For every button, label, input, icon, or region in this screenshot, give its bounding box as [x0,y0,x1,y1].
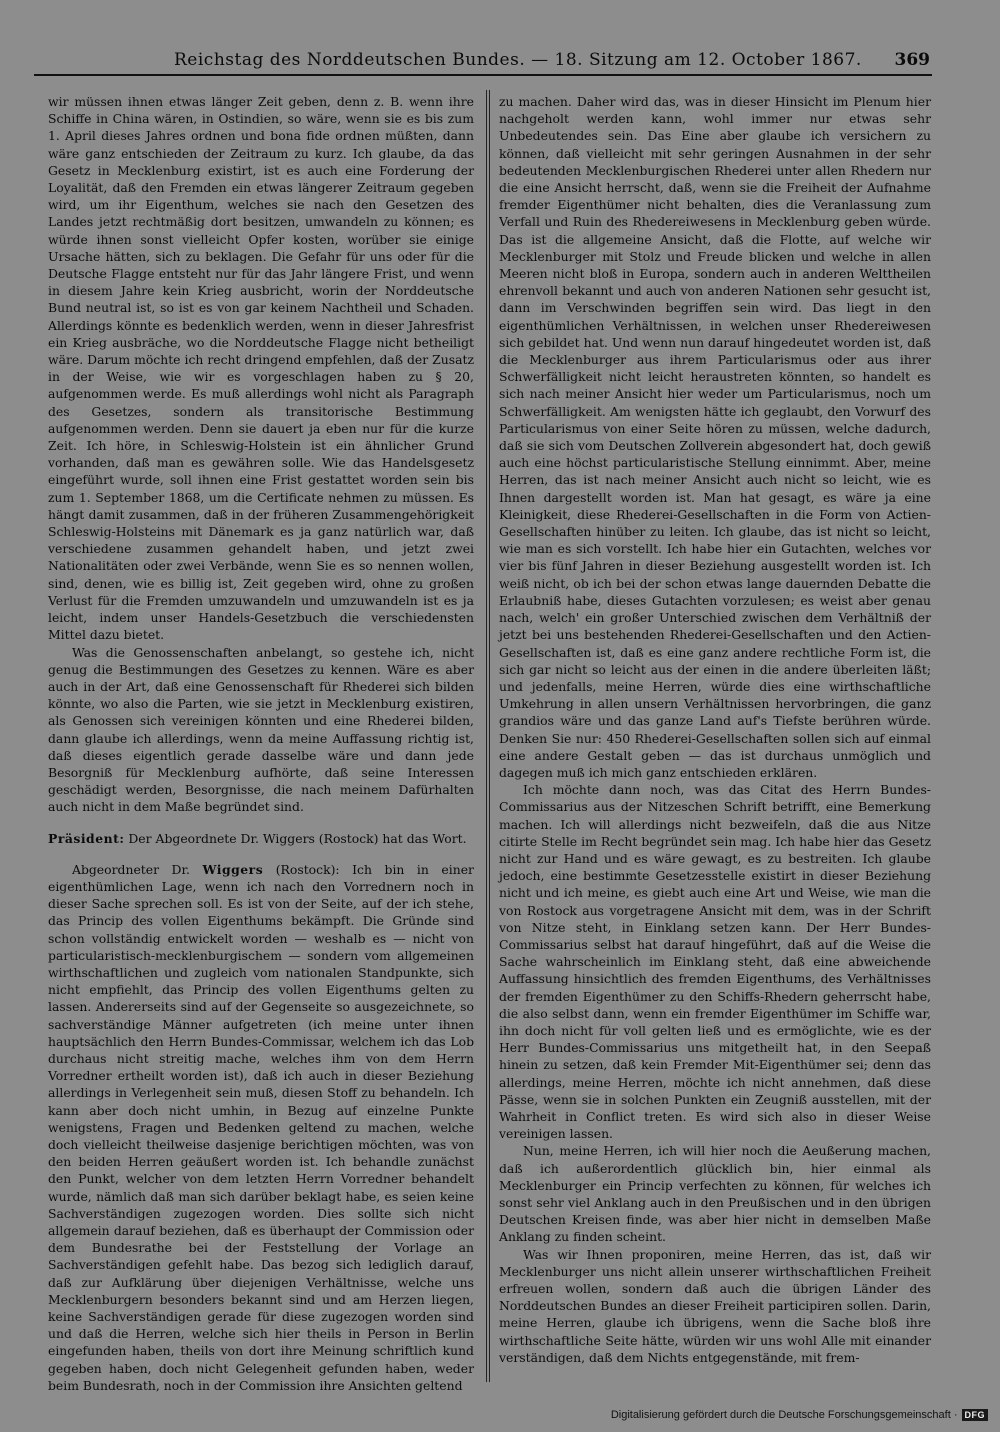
footer-credit: Digitalisierung gefördert durch die Deutsche Forschungsgemeinschaft · [610,1409,958,1421]
dfg-logo: DFG [962,1409,989,1421]
speech-paragraph [48,861,474,1394]
paragraph: Nun, meine Herren, ich will hier noch die Aeußerung machen, daß ich außerordentlich glücklich bin, hier einmal als Mecklenburger ein Princip verfechten zu können, für welches ich sonst sehr viel Anklang auch in den Preußischen und in den übrigen Deutschen Kreisen finde, was aber hier nicht in demselben Maße Anklang zu finden scheint. [499,1143,931,1245]
running-title: Reichstag des Norddeutschen Bundes. — 18. Sitzung am 12. October 1867. [174,50,862,70]
speech-text: Ich bin in einer eigenthümlichen Lage, wenn ich nach den Vorrednern noch in dieser Sache sprechen soll. Es ist von der Seite, auf der ich stehe, das Princip des vollen Eigenthums bekämpft. Die Gründe sind schon vollständig entwickelt worden — weshalb es — nicht von particularistisch-mecklenburgischem — sondern vom allgemeinen wirthschaftlichen und zugleich vom nationalen Standpunkte, sich nicht empfiehlt, das Princip des vollen Eigenthums gelten zu lassen. Andererseits sind auf der Gegenseite so ausgezeichnete, so sachverständige Männer aufgetreten (ich meine unter ihnen hauptsächlich den Herrn Bundes-Commissar, welchem ich das Lob durchaus nicht streitig mache, welches ihm von dem Herrn Vorredner ertheilt worden ist), daß ich auch in dieser Beziehung allerdings in Verlegenheit sein muß, diesen Stoff zu behandeln. Ich kann aber doch nicht umhin, in Bezug auf einzelne Punkte wenigstens, Fragen und Bedenken geltend zu machen, welche doch vielleicht theilweise dasjenige berichtigen möchten, was von den beiden Herren geäußert worden ist. Ich behandle zunächst den Punkt, welcher von dem letzten Herrn Vorredner behandelt wurde, nämlich daß man sich darüber beklagt habe, es seien keine Sachverständigen zugezogen worden. Dies sollte sich nicht allgemein darauf beziehen, daß es überhaupt der Commission oder dem Bundesrathe bei der Feststellung der Vorlage an Sachverständigen gefehlt habe. Das bezog sich lediglich darauf, daß zur Aufklärung über diejenigen Verhältnisse, welche uns Mecklenburgern besonders bekannt sind und am Herzen liegen, keine Sachverständigen gerade für diese zugezogen worden sind und daß die Herren, welche sich hier theils in Person in Berlin eingefunden haben, theils von dort ihre Meinung schriftlich kund gegeben haben, doch nicht Gelegenheit gefunden haben, weder beim Bundesrath, noch in der Commission ihre Ansichten geltend [48,861,474,1393]
paragraph: Was die Genossenschaften anbelangt, so gestehe ich, nicht genug die Bestimmungen des Gesetzes zu kennen. Wäre es aber auch in der Art, daß eine Genossenschaft für Rhederei sich bilden könnte, wo also die Parten, wie sie jetzt in Mecklenburg existiren, als Genossen sich vereinigen könnten und eine Rhederei bilden, dann glaube ich allerdings, wenn da meine Auffassung richtig ist, daß dieses eigentlich gerade dasselbe wäre und dann jede Besorgniß für Mecklenburg aufhörte, daß seine Interessen geschädigt werden, Besorgnisse, die nach meinem Dafürhalten auch nicht in dem Maße begründet sind. [48,644,474,815]
speaker-label: Präsident: [48,830,125,846]
speaker-name: Wiggers [202,861,264,877]
page-header [34,50,932,76]
page-number: 369 [894,50,930,70]
right-column [499,93,931,1383]
paragraph: zu machen. Daher wird das, was in dieser Hinsicht im Plenum hier nachgeholt werden kann, wohl immer nur etwas sehr Unbedeutendes sein. Das Eine aber glaube ich versichern zu können, daß vielleicht mit sehr geringen Ausnahmen in der sehr bedeutenden Mecklenburgischen Rhederei unter allen Rhedern nur die eine Ansicht herrscht, daß, wenn sie die Freiheit der Aufnahme fremder Eigenthümer nicht behalten, dies die Veranlassung zum Verfall und Ruin des Rhedereiwesens in Mecklenburg geben würde. Das ist die allgemeine Ansicht, daß die Flotte, auf welche wir Mecklenburger mit Stolz und Freude blicken und welche in allen Meeren nicht bloß in Europa, sondern auch in anderen Welttheilen ehrenvoll bekannt und auch von anderen Nationen sehr gesucht ist, dann im Verschwinden begriffen sein wird. Das liegt in den eigenthümlichen Verhältnissen, in welchen unser Rhedereiwesen sich gebildet hat. Und wenn nun darauf hingedeutet worden ist, daß die Mecklenburger aus ihrem Particularismus oder aus ihrer Schwerfälligkeit nicht leicht heraustreten könnten, so handelt es sich nach meiner Ansicht hier weder um Particularismus, noch um Schwerfälligkeit. Am wenigsten hätte ich geglaubt, den Vorwurf des Particularismus von einer Seite hören zu müssen, welche dadurch, daß sie sich vom Deutschen Zollverein abgesondert hat, doch gewiß auch eine höchst particularistische Stellung einnimmt. Aber, meine Herren, das ist nach meiner Ansicht auch nicht so leicht, wie es Ihnen dargestellt worden ist. Man hat gesagt, es wäre ja eine Kleinigkeit, diese Rhederei-Gesellschaften in die Form von Actien-Gesellschaften hinüber zu leiten. Ich glaube, das ist nicht so leicht, wie man es sich vorstellt. Ich habe hier ein Gutachten, welches vor vier bis fünf Jahren in dieser Beziehung ausgestellt worden ist. Ich weiß nicht, ob ich bei der schon etwas lange dauernden Debatte die Erlaubniß habe, dieses Gutachten vorzulesen; es weist aber genau nach, welch' ein großer Unterschied zwischen dem Verhältniß der jetzt bei uns bestehenden Rhederei-Gesellschaften und den Actien-Gesellschaften ist, daß es eine ganz andere rechtliche Form ist, die sich gar nicht so leicht aus der einen in die andere überleiten läßt; und jedenfalls, meine Herren, würde dies eine wirthschaftliche Umkehrung in allen unsern Verhältnissen hervorbringen, die ganz grandios wäre und das ganze Land auf's Tiefste berühren würde. Denken Sie nur: 450 Rhederei-Gesellschaften sollen sich auf einmal eine andere Gestalt geben — das ist durchaus unmöglich und dagegen muß ich mich ganz entschieden erklären. [499,94,931,780]
speaker-prefix: Abgeordneter Dr. [72,861,190,877]
president-statement [48,830,474,847]
paragraph: Was wir Ihnen proponiren, meine Herren, das ist, daß wir Mecklenburger uns nicht allein unserer wirthschaftlichen Freiheit erfreuen wollen, sondern daß auch die übrigen Länder des Norddeutschen Bundes an dieser Freiheit participiren sollen. Darin, meine Herren, glaube ich übrigens, wenn die Sache bloß ihre wirthschaftliche Seite hätte, würden wir uns wohl Alle mit einander verständigen, daß dem Nichts entgegenstände, mit frem- [499,1246,931,1365]
speaker-place: (Rostock): [275,861,340,877]
paragraph: Ich möchte dann noch, was das Citat des Herrn Bundes-Commissarius aus der Nitzeschen Schrift betrifft, eine Bemerkung machen. Ich will allerdings nicht bezweifeln, daß die aus Nitze citirte Stelle im Recht begründet sein mag. Ich habe hier das Gesetz nicht zur Hand und es wäre gewagt, es zu bestreiten. Ich glaube jedoch, eine bestimmte Gesetzesstelle existirt in dieser Beziehung nicht und ich meine, es giebt auch eine Art und Weise, wie man die von Rostock aus vorgetragene Ansicht mit dem, was in der Schrift von Nitze steht, in Einklang setzen kann. Der Herr Bundes-Commissarius selbst hat darauf hingeführt, daß auf die Weise die Sache wahrscheinlich im Einklang steht, daß eine abweichende Auffassung hinsichtlich des fremden Eigenthums, des Verhältnisses der fremden Eigenthümer zu den Schiffs-Rhedern geherrscht habe, die also selbst dann, wenn ein fremder Eigenthümer im Schiffe war, ihn doch nicht für voll gelten ließ und es ermöglichte, wie es der Herr Bundes-Commissarius uns mitgetheilt hat, in den Seepaß hinein zu setzen, daß kein Fremder Mit-Eigenthümer sei; denn das allerdings, meine Herren, möchte ich nicht annehmen, daß diese Pässe, wenn sie in solchen Punkten ein Zeugniß ausstellen, mit der Wahrheit in Conflict treten. Es wird sich also in dieser Weise vereinigen lassen. [499,782,931,1142]
column-divider [486,90,490,1382]
statement-text: Der Abgeordnete Dr. Wiggers (Rostock) hat das Wort. [128,830,467,846]
paragraph: wir müssen ihnen etwas länger Zeit geben, denn z. B. wenn ihre Schiffe in China wären, in Ostindien, so wäre, wenn sie es bis zum 1. April dieses Jahres ordnen und bona fide ordnen müßten, dann wäre ganz entschieden der Zeitraum zu kurz. Ich glaube, da das Gesetz in Mecklenburg existirt, ist es auch eine Forderung der Loyalität, daß den Fremden ein etwas längerer Zeitraum gegeben wird, um ihr Eigenthum, welches sie nach den Gesetzen des Landes jetzt rechtmäßig dort besitzen, umwandeln zu können; es würde ihnen sonst vielleicht Opfer kosten, worüber sie einige Ursache hätten, sich zu beklagen. Die Gefahr für uns oder für die Deutsche Flagge entsteht nur für das Jahr längere Frist, und wenn in diesem Jahre kein Krieg ausbricht, worin der Norddeutsche Bund neutral ist, so ist es von gar keinem Nachtheil und Schaden. Allerdings könnte es bedenklich werden, wenn in dieser Jahresfrist ein Krieg ausbräche, wo die Norddeutsche Flagge nicht betheiligt wäre. Darum möchte ich recht dringend empfehlen, daß der Zusatz in der Weise, wie wir es vorgeschlagen haben zu § 20, aufgenommen werde. Es muß allerdings wohl nicht als Paragraph des Gesetzes, sondern als transitorische Bestimmung aufgenommen werden. Denn sie dauert ja eben nur für die kurze Zeit. Ich höre, in Schleswig-Holstein ist ein ähnlicher Grund vorhanden, daß man es gewähren solle. Wie das Handelsgesetz eingeführt wurde, soll ihnen eine Frist gestattet worden sein bis zum 1. September 1868, um die Certificate nehmen zu müssen. Es hängt damit zusammen, daß in der früheren Zusammengehörigkeit Schleswig-Holsteins mit Dänemark es ja ganz natürlich war, daß verschiedene zusammen gehandelt haben, und jetzt zwei Nationalitäten oder zwei Verbände, wenn Sie es so nennen wollen, sind, denen, wie es billig ist, Zeit gegeben wird, ohne zu großen Verlust für die Fremden umzuwandeln und umzuwandeln ist es ja leicht, indem unser Handels-Gesetzbuch die verschiedensten Mittel dazu bietet. [48,94,474,643]
left-column [48,93,474,1393]
digitization-footer [611,1406,988,1424]
